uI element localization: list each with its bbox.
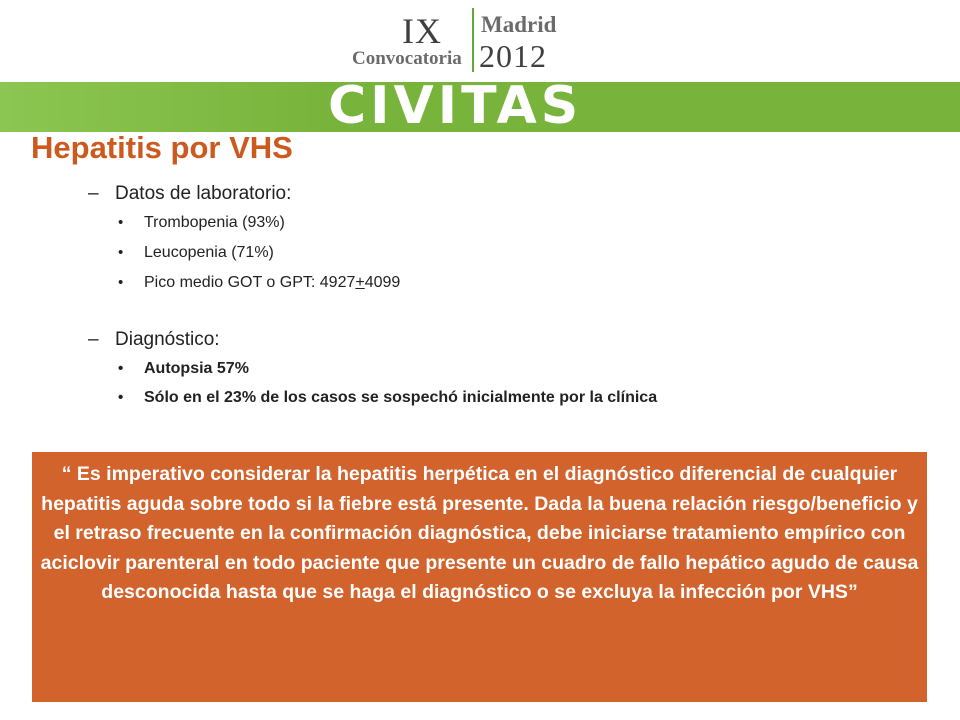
section-heading-label: Datos de laboratorio: — [115, 183, 292, 204]
section-dash: – — [88, 329, 99, 350]
bullet-item — [118, 244, 274, 262]
bullet-item — [118, 274, 400, 292]
plus-minus-symbol: + — [355, 274, 365, 291]
quote-callout — [32, 452, 927, 702]
bullet-item — [118, 360, 249, 378]
bullet-text: Leucopenia (71%) — [144, 244, 274, 261]
callout-quote-text: “ Es imperativo considerar la hepatitis herpética en el diagnóstico diferencial de cualquier hepatitis aguda sobre todo si la fiebre está presente. Dada la buena relación riesgo/beneficio y el retraso frecuente en la confirmación diagnóstica, debe iniciarse tratamiento empírico con aciclovir parenteral en todo paciente que presente un cuadro de fallo hepático agudo de causa desconocida hasta que se haga el diagnóstico o se excluya la infección por VHS” — [40, 463, 919, 603]
section-heading-diagnosis — [88, 329, 220, 351]
bullet-item — [118, 214, 285, 232]
brand-logo-text: CIVITAS — [328, 76, 583, 136]
section-heading-lab — [88, 183, 291, 205]
bullet-icon: • — [118, 244, 124, 261]
section-dash: – — [88, 183, 99, 204]
event-label: Convocatoria — [352, 48, 462, 69]
event-year: 2012 — [479, 38, 547, 74]
brand-band-gradient — [0, 82, 330, 132]
event-numeral: IX — [402, 11, 442, 51]
bullet-text: Sólo en el 23% de los casos se sospechó inicialmente por la clínica — [144, 389, 658, 406]
bullet-icon: • — [118, 274, 124, 291]
bullet-icon: • — [118, 389, 124, 406]
bullet-item — [118, 389, 657, 407]
bullet-icon: • — [118, 360, 124, 377]
bullet-text: Autopsia 57% — [144, 360, 249, 377]
section-heading-label: Diagnóstico: — [115, 329, 220, 350]
bullet-text: Trombopenia (93%) — [144, 214, 285, 231]
bullet-text-suffix: 4099 — [364, 274, 401, 291]
event-city: Madrid — [481, 12, 557, 37]
slide-title: Hepatitis por VHS — [31, 130, 293, 165]
bullet-text-prefix: Pico medio GOT o GPT: 4927 — [144, 274, 356, 291]
bullet-icon: • — [118, 214, 124, 231]
header-divider — [472, 8, 474, 72]
slide-header — [0, 0, 960, 136]
